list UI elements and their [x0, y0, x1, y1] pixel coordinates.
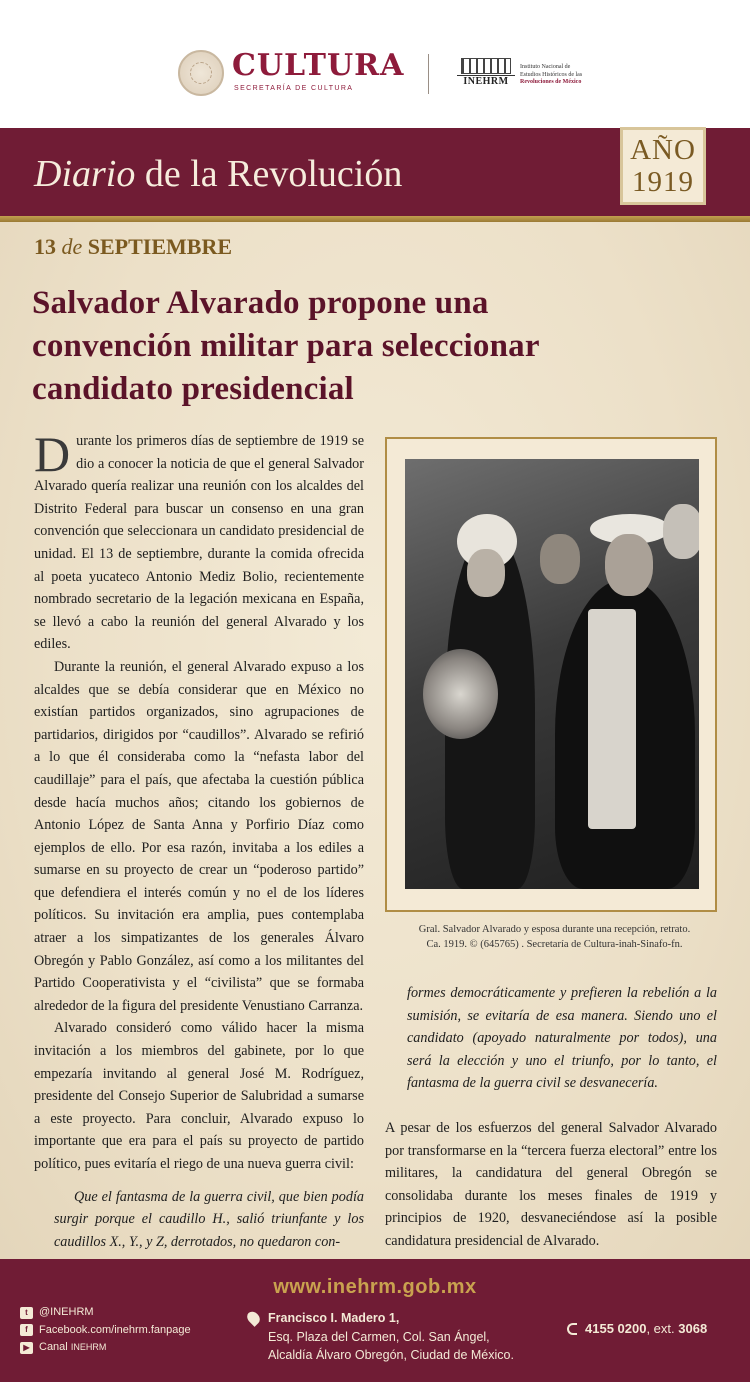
paragraph-3: Alvarado consideró como válido hacer la misma invitación a los miembros del gabinete, por lo que empezaría invitando al general José M. Rodríguez, presidente del Consejo Superior de Salubridad a sumarse a este proyecto. Para concluir, Alvarado expuso lo importante que era para el país su proyecto de partido político, pues evitaría el riego de una nueva guerra civil:: [34, 1020, 364, 1172]
quote-part-1: Que el fantasma de la guerra civil, que bien podía surgir porque el caudillo H., salió triunfante y los caudillos X., Y., y Z, derrotados, no quedaron con-: [54, 1188, 364, 1250]
facebook-link[interactable]: f Facebook.com/inehrm.fanpage: [20, 1322, 191, 1340]
year-value: 1919: [632, 166, 694, 198]
quote-part-2: formes democráticamente y prefieren la rebelión a la sumisión, se evitaría de esa manera. Siendo uno el candidato (apoyado naturalmente por todos), una será la elección y uno el triunfo, por lo tanto, el fantasma de la guerra civil se desvanecería.: [407, 985, 717, 1092]
inehrm-label: INEHRM: [457, 75, 515, 87]
article-date: 13 de SEPTIEMBRE: [34, 234, 233, 259]
building-icon: [461, 58, 511, 74]
drop-cap: D: [34, 426, 71, 482]
twitter-link[interactable]: t @INEHRM: [20, 1304, 191, 1322]
phone-icon: [567, 1323, 577, 1335]
footer: [0, 1259, 750, 1382]
photo-caption: Gral. Salvador Alvarado y esposa durante una recepción, retrato. Ca. 1919. © (645765) . Secretaría de Cultura-inah-Sinafo-fn.: [418, 924, 691, 950]
social-links: [20, 1304, 191, 1357]
article-column-left: [34, 426, 364, 1253]
header-logos: [0, 0, 750, 128]
cultura-logo: CULTURA: [232, 48, 405, 83]
youtube-icon: ▶: [20, 1342, 33, 1354]
inehrm-logo: [457, 58, 515, 90]
inehrm-fullname: Instituto Nacional de Estudios Históricos de las Revoluciones de México: [520, 64, 583, 85]
article-column-right: [385, 982, 717, 1253]
facebook-icon: f: [20, 1324, 33, 1336]
cultura-subtitle: SECRETARÍA DE CULTURA: [234, 85, 354, 92]
website-link[interactable]: www.inehrm.gob.mx: [273, 1276, 477, 1298]
year-label: AÑO: [630, 134, 696, 166]
twitter-icon: t: [20, 1307, 33, 1319]
article-headline: Salvador Alvarado propone una convención militar para seleccionar candidato presidencial: [32, 285, 540, 407]
paragraph-1: Durante los primeros días de septiembre de 1919 se dio a conocer la noticia de que el general Salvador Alvarado quería realizar una reunión con los alcaldes del Distrito Federal para buscar un consenso en una gran convención que seleccionara un candidato presidencial de unidad. El 13 de septiembre, durante la comida ofrecida al poeta yucateco Antonio Mediz Bolio, recientemente nombrado secretario de la legación mexicana en España, se llevó a cabo la reunión del general Alvarado y los ediles.: [34, 426, 364, 653]
location-pin-icon: [245, 1309, 263, 1327]
phone-contact[interactable]: 4155 0200, ext. 3068: [567, 1321, 707, 1336]
logo-divider: [428, 54, 429, 94]
historical-photo: [405, 459, 699, 889]
page-title: Diario de la Revolución: [34, 153, 403, 195]
photo-frame: [385, 437, 717, 912]
mexico-seal-icon: [178, 50, 224, 96]
year-badge: [620, 127, 706, 205]
paragraph-2: Durante la reunión, el general Alvarado expuso a los alcaldes que se debía considerar que en México no existían partidos organizados, sino agrupaciones de partidarios, dirigidos por “caudillos”. Alvarado se refirió a lo que él consideraba como la “nefasta labor del caudillaje” para el país, que afectaba la cuestión pública desde hacía muchos años; citando los gobiernos de Antonio López de Santa Anna y Porfirio Díaz como ejemplos de ello. Por esa razón, invitaba a los ediles a sumarse en su proyecto de crear un “poderoso partido” que defendiera el interés común y no el de los líderes políticos. Su invitación era amplia, pues contemplaba atraer a los simpatizantes de los generales Álvaro Obregón y Pablo González, así como a los militantes del Partido Cooperativista y el “civilista” que se formaba alrededor de la figura del presidente Venustiano Carranza.: [34, 658, 364, 1014]
paragraph-4: A pesar de los esfuerzos del general Salvador Alvarado por transformarse en la “tercera fuerza electoral” entre los militares, la candidatura del general Obregón se consolidaba durante los meses finales de 1919 y principios de 1920, desvaneciéndose así la posible candidatura presidencial de Alvarado.: [385, 1119, 717, 1249]
address: Francisco I. Madero 1, Esq. Plaza del Carmen, Col. San Ángel, Alcaldía Álvaro Obregón, Ciudad de México.: [248, 1309, 514, 1365]
youtube-link[interactable]: ▶ Canal INEHRM: [20, 1339, 191, 1357]
